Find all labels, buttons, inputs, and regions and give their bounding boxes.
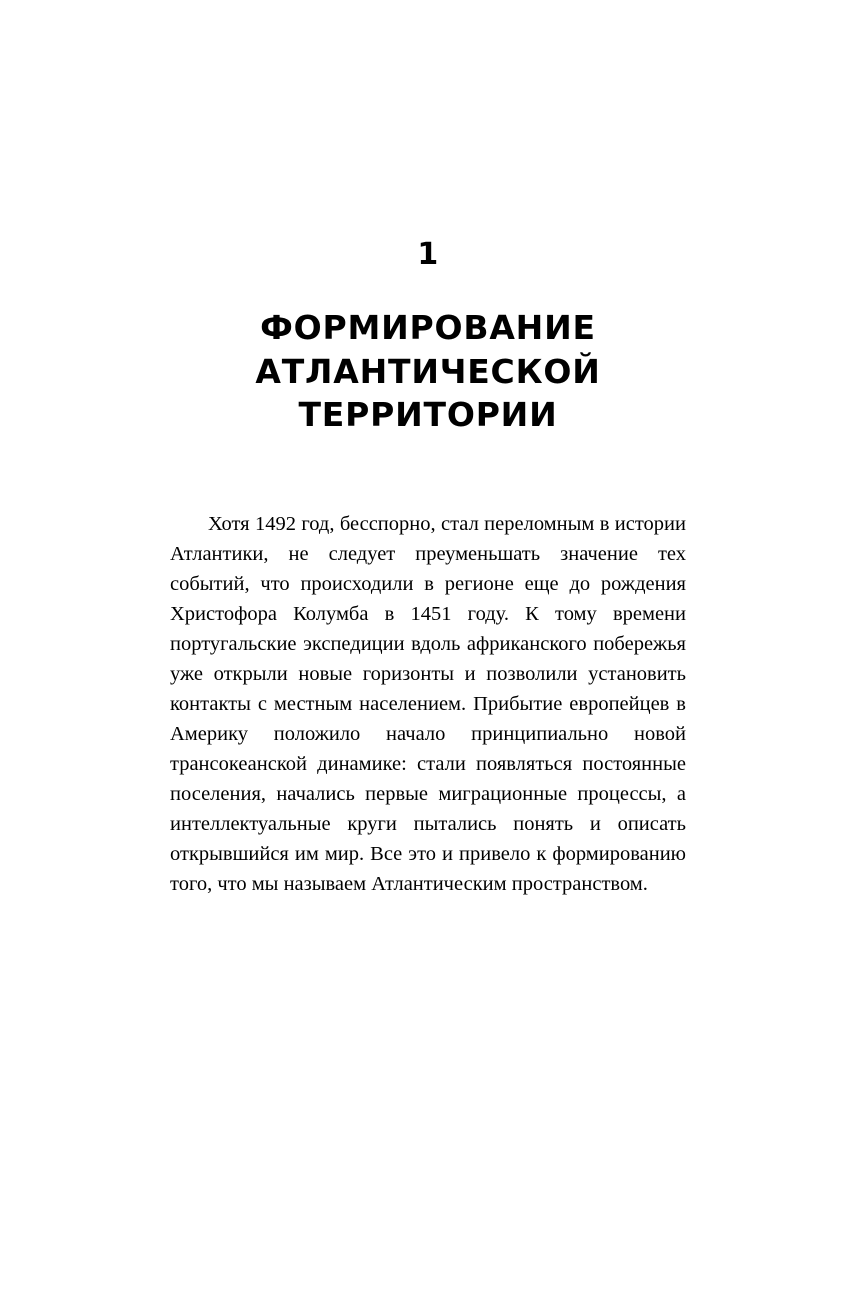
body-paragraph: Хотя 1492 год, бесспорно, стал переломным в истории Атлантики, не следует преуменьшать значение тех событий, что происходили в регионе еще до рождения Христофора Колумба в 1451 году. К тому времени португальские экспедиции вдоль африканского побережья уже открыли новые горизонты и позволили установить контакты с местным населением. Прибытие европейцев в Америку положило начало принципиально новой трансокеанской динамике: стали появляться постоянные поселения, начались первые миграционные процессы, а интеллектуальные круги пытались понять и описать открывшийся им мир. Все это и привело к формированию того, что мы называем Атлантическим пространством. [170, 512, 686, 896]
chapter-title-line-1: ФОРМИРОВАНИЕ [260, 308, 596, 347]
chapter-title-line-2: АТЛАНТИЧЕСКОЙ [255, 351, 601, 391]
chapter-number: 1 [417, 237, 439, 272]
chapter-title [170, 270, 686, 437]
chapter-title-line-3: ТЕРРИТОРИИ [298, 395, 558, 435]
